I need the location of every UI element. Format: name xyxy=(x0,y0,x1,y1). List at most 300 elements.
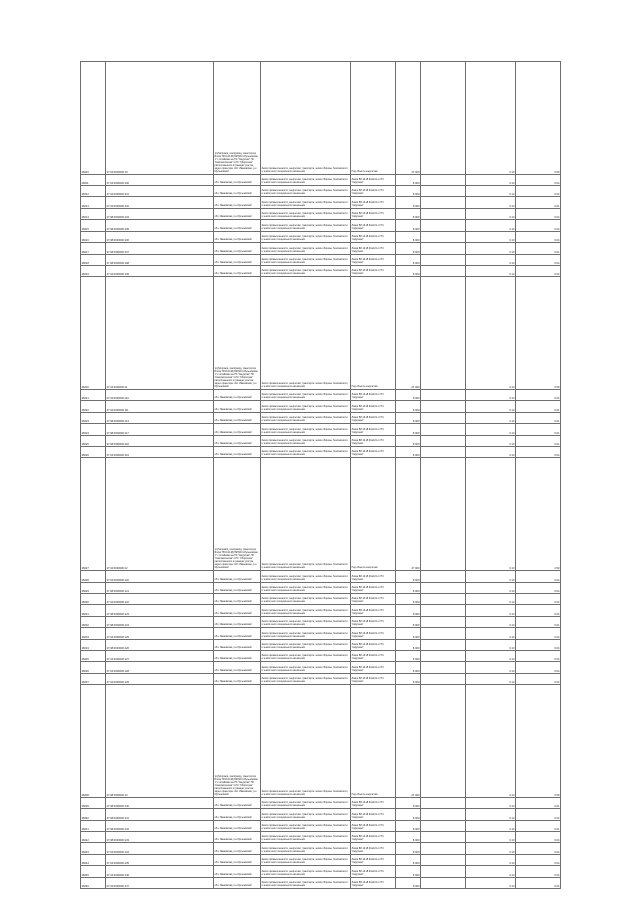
share-cell xyxy=(421,605,466,616)
table-row xyxy=(81,877,561,888)
row-number-cell: 28246 xyxy=(81,877,106,888)
area-cell: 8 000 xyxy=(396,843,421,854)
land-category-cell: Земли промышленности, энергетики, транспорта, земли обороны, безопасности и земли иного специального назначения xyxy=(261,854,351,865)
tax-amount-cell: 0.01 xyxy=(516,820,561,831)
row-number-cell: 28233 xyxy=(81,628,106,639)
cadastral-number-cell: 27:04:0000000:12 xyxy=(106,458,214,571)
tax-amount-cell: 0.04 xyxy=(516,447,561,458)
area-cell: 8 000 xyxy=(396,582,421,593)
tax-amount-cell: 0.04 xyxy=(516,854,561,865)
table-row xyxy=(81,435,561,446)
permitted-use-cell: Под объекты энергетики xyxy=(351,458,396,571)
tax-amount-cell: 0.04 xyxy=(516,650,561,661)
tax-rate-cell: 0.13 xyxy=(466,843,516,854)
share-cell xyxy=(421,628,466,639)
area-cell: 8 000 xyxy=(396,424,421,435)
table-row xyxy=(81,254,561,265)
tax-amount-cell: 0.04 xyxy=(516,390,561,401)
share-cell xyxy=(421,447,466,458)
row-number-cell: 28220 xyxy=(81,277,106,390)
table-row xyxy=(81,650,561,661)
share-cell xyxy=(421,208,466,219)
table-row xyxy=(81,424,561,435)
area-cell: 8 000 xyxy=(396,435,421,446)
row-number-cell: 28240 xyxy=(81,809,106,820)
row-number-cell: 28238 xyxy=(81,685,106,798)
cadastral-number-cell: 27:08:0000000:130 xyxy=(106,797,214,808)
permitted-use-cell: Линия ВЛ-10 кВ Ф№101 от ПС "Амурская" xyxy=(351,174,396,185)
location-cell: обл. Ивановская, р-н Мульновский xyxy=(214,593,261,604)
location-cell: обл. Ивановская, р-н Мульновский xyxy=(214,866,261,877)
tax-amount-cell: 0.04 xyxy=(516,843,561,854)
share-cell xyxy=(421,435,466,446)
cadastral-number-cell: 27:04:0000000:125 xyxy=(106,628,214,639)
row-number-cell: 28235 xyxy=(81,650,106,661)
tax-amount-cell: 2.59 xyxy=(516,62,561,175)
location-cell: обл. Ивановская, р-н Мульновский xyxy=(214,616,261,627)
cadastral-number-cell: 27:08:0000000:123 xyxy=(106,605,214,616)
land-category-cell: Земли промышленности, энергетики, транспорта, земли обороны, безопасности и земли иного специального назначения xyxy=(261,424,351,435)
table-row xyxy=(81,412,561,423)
cadastral-number-cell: 27:04:0000000:109 xyxy=(106,265,214,276)
permitted-use-cell: Линия ВЛ-10 кВ Ф№101 от ПС "Амурская" xyxy=(351,208,396,219)
tax-amount-cell: 0.04 xyxy=(516,832,561,843)
permitted-use-cell: Под объекты энергетики xyxy=(351,277,396,390)
table-row xyxy=(81,220,561,231)
table-row xyxy=(81,639,561,650)
tax-amount-cell: 0.04 xyxy=(516,254,561,265)
permitted-use-cell: Под объекты энергетики xyxy=(351,62,396,175)
row-number-cell: 28227 xyxy=(81,458,106,571)
permitted-use-cell: Линия ВЛ-10 кВ Ф№101 от ПС "Амурская" xyxy=(351,243,396,254)
permitted-use-cell: Линия ВЛ-10 кВ Ф№101 от ПС "Амурская" xyxy=(351,605,396,616)
row-number-cell: 28232 xyxy=(81,616,106,627)
location-cell: обл. Ивановская, р-н Мульновский xyxy=(214,628,261,639)
share-cell xyxy=(421,650,466,661)
share-cell xyxy=(421,390,466,401)
area-cell: 8 000 xyxy=(396,854,421,865)
table-row xyxy=(81,401,561,412)
tax-rate-cell: 0.13 xyxy=(466,458,516,571)
permitted-use-cell: Линия ВЛ-10 кВ Ф№101 от ПС "Амурская" xyxy=(351,628,396,639)
area-cell: 8 000 xyxy=(396,174,421,185)
land-category-cell: Земли промышленности, энергетики, транспорта, земли обороны, безопасности и земли иного специального назначения xyxy=(261,186,351,197)
tax-amount-cell: 0.04 xyxy=(516,231,561,242)
tax-amount-cell: 0.01 xyxy=(516,401,561,412)
table-row xyxy=(81,832,561,843)
tax-rate-cell: 0.13 xyxy=(466,401,516,412)
tax-amount-cell: 0.04 xyxy=(516,186,561,197)
tax-amount-cell: 0.01 xyxy=(516,424,561,435)
tax-amount-cell: 0.04 xyxy=(516,605,561,616)
permitted-use-cell: Линия ВЛ-10 кВ Ф№101 от ПС "Амурская" xyxy=(351,650,396,661)
row-number-cell: 28236 xyxy=(81,662,106,673)
cadastral-number-cell: 27:04:0000000:111 xyxy=(106,401,214,412)
table-row xyxy=(81,390,561,401)
location-cell: обл. Ивановская, р-н Мульновский xyxy=(214,582,261,593)
tax-amount-cell: 2.59 xyxy=(516,685,561,798)
table-row xyxy=(81,854,561,865)
land-category-cell: Земли промышленности, энергетики, транспорта, земли обороны, безопасности и земли иного специального назначения xyxy=(261,685,351,798)
share-cell xyxy=(421,797,466,808)
share-cell xyxy=(421,639,466,650)
tax-rate-cell: 0.13 xyxy=(466,447,516,458)
area-cell: 8 000 xyxy=(396,877,421,888)
share-cell xyxy=(421,174,466,185)
row-number-cell: 28237 xyxy=(81,673,106,684)
tax-amount-cell: 0.04 xyxy=(516,571,561,582)
share-cell xyxy=(421,197,466,208)
tax-amount-cell: 0.01 xyxy=(516,197,561,208)
cadastral-number-cell: 27:08:0000000:133 xyxy=(106,832,214,843)
land-category-cell: Земли промышленности, энергетики, транспорта, земли обороны, безопасности и земли иного специального назначения xyxy=(261,174,351,185)
table-row xyxy=(81,797,561,808)
row-number-cell: 28231 xyxy=(81,605,106,616)
row-number-cell: 28241 xyxy=(81,820,106,831)
tax-rate-cell: 0.13 xyxy=(466,277,516,390)
share-cell xyxy=(421,582,466,593)
permitted-use-cell: Линия ВЛ-10 кВ Ф№101 от ПС "Амурская" xyxy=(351,662,396,673)
permitted-use-cell: Линия ВЛ-10 кВ Ф№101 от ПС "Амурская" xyxy=(351,390,396,401)
location-cell: обл. Ивановская, р-н Мульновский xyxy=(214,197,261,208)
row-number-cell: 28239 xyxy=(81,797,106,808)
permitted-use-cell: Линия ВЛ-10 кВ Ф№101 от ПС "Амурская" xyxy=(351,854,396,865)
permitted-use-cell: Линия ВЛ-10 кВ Ф№101 от ПС "Амурская" xyxy=(351,797,396,808)
permitted-use-cell: Линия ВЛ-10 кВ Ф№101 от ПС "Амурская" xyxy=(351,809,396,820)
location-cell: обл. Ивановская, р-н Мульновский xyxy=(214,650,261,661)
tax-rate-cell: 0.13 xyxy=(466,186,516,197)
tax-rate-cell: 0.13 xyxy=(466,582,516,593)
cadastral-number-cell: 27:04:0000000:134 xyxy=(106,843,214,854)
location-cell: трубопровод, газопровод, транспортер Блоки "ВЛ-110 кВ(ЛЭП)ОС-Мульновская 1" с отпайками на ПС "Амурская" ПС "Комсомольская" и ПС "Сборочная" расположенного в границах участка, адрес ориентира: обл. Ивановская, р-н Мульновский xyxy=(214,458,261,571)
cadastral-number-cell: 27:04:0000000:119 xyxy=(106,447,214,458)
tax-rate-cell: 0.13 xyxy=(466,685,516,798)
area-cell: 8 000 xyxy=(396,593,421,604)
cadastral-number-cell: 27:08:0000000:117 xyxy=(106,424,214,435)
land-category-cell: Земли промышленности, энергетики, транспорта, земли обороны, безопасности и земли иного специального назначения xyxy=(261,390,351,401)
share-cell xyxy=(421,593,466,604)
table-row xyxy=(81,447,561,458)
share-cell xyxy=(421,186,466,197)
row-number-cell: 28221 xyxy=(81,390,106,401)
cadastral-number-cell: 27:08:0000000:118 xyxy=(106,435,214,446)
row-number-cell: 28210 xyxy=(81,62,106,175)
location-cell: обл. Ивановская, р-н Мульновский xyxy=(214,854,261,865)
location-cell: обл. Ивановская, р-н Мульновский xyxy=(214,186,261,197)
row-number-cell: 28219 xyxy=(81,265,106,276)
row-number-cell: 28213 xyxy=(81,197,106,208)
share-cell xyxy=(421,424,466,435)
share-cell xyxy=(421,458,466,571)
permitted-use-cell: Линия ВЛ-10 кВ Ф№101 от ПС "Амурская" xyxy=(351,832,396,843)
share-cell xyxy=(421,877,466,888)
tax-rate-cell: 0.13 xyxy=(466,435,516,446)
area-cell: 8 000 xyxy=(396,571,421,582)
tax-amount-cell: 0.01 xyxy=(516,412,561,423)
land-category-cell: Земли промышленности, энергетики, транспорта, земли обороны, безопасности и земли иного специального назначения xyxy=(261,593,351,604)
permitted-use-cell: Линия ВЛ-10 кВ Ф№101 от ПС "Амурская" xyxy=(351,877,396,888)
row-number-cell: 28225 xyxy=(81,435,106,446)
land-category-cell: Земли промышленности, энергетики, транспорта, земли обороны, безопасности и земли иного специального назначения xyxy=(261,254,351,265)
land-category-cell: Земли промышленности, энергетики, транспорта, земли обороны, безопасности и земли иного специального назначения xyxy=(261,401,351,412)
location-cell: обл. Ивановская, р-н Мульновский xyxy=(214,174,261,185)
location-cell: обл. Ивановская, р-н Мульновский xyxy=(214,662,261,673)
cadastral-number-cell: 27:08:0000000:126 xyxy=(106,639,214,650)
share-cell xyxy=(421,832,466,843)
land-category-cell: Земли промышленности, энергетики, транспорта, земли обороны, безопасности и земли иного специального назначения xyxy=(261,231,351,242)
area-cell: 8 000 xyxy=(396,820,421,831)
row-number-cell: 28242 xyxy=(81,832,106,843)
share-cell xyxy=(421,616,466,627)
row-number-cell: 28216 xyxy=(81,231,106,242)
tax-rate-cell: 0.13 xyxy=(466,231,516,242)
tax-rate-cell: 0.13 xyxy=(466,797,516,808)
table-row xyxy=(81,62,561,175)
land-category-cell: Земли промышленности, энергетики, транспорта, земли обороны, безопасности и земли иного специального назначения xyxy=(261,62,351,175)
cadastral-number-cell: 27:04:0000000:11 xyxy=(106,277,214,390)
cadastral-number-cell: 27:04:0000000:100 xyxy=(106,174,214,185)
table-row xyxy=(81,277,561,390)
tax-amount-cell: 0.01 xyxy=(516,616,561,627)
permitted-use-cell: Линия ВЛ-10 кВ Ф№101 от ПС "Амурская" xyxy=(351,639,396,650)
tax-rate-cell: 0.13 xyxy=(466,628,516,639)
location-cell: обл. Ивановская, р-н Мульновский xyxy=(214,571,261,582)
permitted-use-cell: Линия ВЛ-10 кВ Ф№101 от ПС "Амурская" xyxy=(351,231,396,242)
tax-rate-cell: 0.13 xyxy=(466,390,516,401)
land-category-cell: Земли промышленности, энергетики, транспорта, земли обороны, безопасности и земли иного специального назначения xyxy=(261,616,351,627)
table-row xyxy=(81,571,561,582)
row-number-cell: 28211 xyxy=(81,174,106,185)
cadastral-number-cell: 27:08:0000000:132 xyxy=(106,820,214,831)
land-category-cell: Земли промышленности, энергетики, транспорта, земли обороны, безопасности и земли иного специального назначения xyxy=(261,605,351,616)
land-category-cell: Земли промышленности, энергетики, транспорта, земли обороны, безопасности и земли иного специального назначения xyxy=(261,582,351,593)
cadastral-number-cell: 27:04:0000000:128 xyxy=(106,662,214,673)
area-cell: 8 000 xyxy=(396,412,421,423)
table-row xyxy=(81,843,561,854)
tax-rate-cell: 0.13 xyxy=(466,639,516,650)
row-number-cell: 28222 xyxy=(81,401,106,412)
table-row xyxy=(81,628,561,639)
cadastral-number-cell: 27:04:0000000:135 xyxy=(106,854,214,865)
land-category-cell: Земли промышленности, энергетики, транспорта, земли обороны, безопасности и земли иного специального назначения xyxy=(261,809,351,820)
location-cell: обл. Ивановская, р-н Мульновский xyxy=(214,832,261,843)
land-category-cell: Земли промышленности, энергетики, транспорта, земли обороны, безопасности и земли иного специального назначения xyxy=(261,832,351,843)
table-row xyxy=(81,174,561,185)
location-cell: обл. Ивановская, р-н Мульновский xyxy=(214,424,261,435)
permitted-use-cell: Линия ВЛ-10 кВ Ф№101 от ПС "Амурская" xyxy=(351,820,396,831)
area-cell: 8 000 xyxy=(396,220,421,231)
row-number-cell: 28244 xyxy=(81,854,106,865)
tax-rate-cell: 0.13 xyxy=(466,571,516,582)
location-cell: обл. Ивановская, р-н Мульновский xyxy=(214,843,261,854)
table-row xyxy=(81,197,561,208)
cadastral-number-cell: 27:08:0000000:108 xyxy=(106,254,214,265)
area-cell: 27 000 xyxy=(396,277,421,390)
tax-rate-cell: 0.13 xyxy=(466,832,516,843)
table-row xyxy=(81,582,561,593)
tax-rate-cell: 0.13 xyxy=(466,809,516,820)
share-cell xyxy=(421,843,466,854)
cadastral-number-cell: 27:08:0000000:124 xyxy=(106,616,214,627)
area-cell: 8 000 xyxy=(396,265,421,276)
share-cell xyxy=(421,265,466,276)
land-category-cell: Земли промышленности, энергетики, транспорта, земли обороны, безопасности и земли иного специального назначения xyxy=(261,220,351,231)
share-cell xyxy=(421,866,466,877)
permitted-use-cell: Линия ВЛ-10 кВ Ф№101 от ПС "Амурская" xyxy=(351,843,396,854)
land-category-cell: Земли промышленности, энергетики, транспорта, земли обороны, безопасности и земли иного специального назначения xyxy=(261,662,351,673)
share-cell xyxy=(421,254,466,265)
tax-amount-cell: 0.04 xyxy=(516,877,561,888)
row-number-cell: 28223 xyxy=(81,412,106,423)
tax-amount-cell: 0.04 xyxy=(516,866,561,877)
share-cell xyxy=(421,412,466,423)
area-cell: 27 000 xyxy=(396,62,421,175)
area-cell: 8 000 xyxy=(396,650,421,661)
area-cell: 8 000 xyxy=(396,662,421,673)
tax-rate-cell: 0.13 xyxy=(466,605,516,616)
cadastral-number-cell: 27:04:0000000:129 xyxy=(106,673,214,684)
share-cell xyxy=(421,243,466,254)
permitted-use-cell: Линия ВЛ-10 кВ Ф№101 от ПС "Амурская" xyxy=(351,220,396,231)
location-cell: обл. Ивановская, р-н Мульновский xyxy=(214,208,261,219)
area-cell: 8 000 xyxy=(396,197,421,208)
area-cell: 8 000 xyxy=(396,866,421,877)
permitted-use-cell: Линия ВЛ-10 кВ Ф№101 от ПС "Амурская" xyxy=(351,616,396,627)
area-cell: 8 000 xyxy=(396,673,421,684)
share-cell xyxy=(421,220,466,231)
area-cell: 27 000 xyxy=(396,458,421,571)
location-cell: обл. Ивановская, р-н Мульновский xyxy=(214,797,261,808)
area-cell: 8 000 xyxy=(396,401,421,412)
table-row xyxy=(81,605,561,616)
location-cell: обл. Ивановская, р-н Мульновский xyxy=(214,231,261,242)
table-row xyxy=(81,243,561,254)
area-cell: 8 000 xyxy=(396,447,421,458)
row-number-cell: 28228 xyxy=(81,571,106,582)
tax-rate-cell: 0.13 xyxy=(466,412,516,423)
land-category-cell: Земли промышленности, энергетики, транспорта, земли обороны, безопасности и земли иного специального назначения xyxy=(261,571,351,582)
tax-rate-cell: 0.13 xyxy=(466,820,516,831)
cadastral-number-cell: 27:04:0000000:127 xyxy=(106,650,214,661)
location-cell: трубопровод, газопровод, транспортер Блоки "ВЛ-110 кВ(ЛЭП)ОС-Мульновская 1" с отпайками на ПС "Амурская" ПС "Комсомольская" и ПС "Сборочная" расположенного в границах участка, адрес ориентира: обл. Ивановская, р-н Мульновский xyxy=(214,685,261,798)
location-cell: обл. Ивановская, р-н Мульновский xyxy=(214,401,261,412)
row-number-cell: 28234 xyxy=(81,639,106,650)
tax-amount-cell: 0.01 xyxy=(516,435,561,446)
permitted-use-cell: Линия ВЛ-10 кВ Ф№101 от ПС "Амурская" xyxy=(351,582,396,593)
share-cell xyxy=(421,401,466,412)
area-cell: 27 000 xyxy=(396,685,421,798)
land-category-cell: Земли промышленности, энергетики, транспорта, земли обороны, безопасности и земли иного специального назначения xyxy=(261,435,351,446)
tax-amount-cell: 0.04 xyxy=(516,593,561,604)
area-cell: 8 000 xyxy=(396,639,421,650)
cadastral-number-cell: 27:08:0000000:121 xyxy=(106,582,214,593)
tax-amount-cell: 0.04 xyxy=(516,174,561,185)
location-cell: обл. Ивановская, р-н Мульновский xyxy=(214,254,261,265)
tax-rate-cell: 0.13 xyxy=(466,424,516,435)
land-category-cell: Земли промышленности, энергетики, транспорта, земли обороны, безопасности и земли иного специального назначения xyxy=(261,277,351,390)
permitted-use-cell: Линия ВЛ-10 кВ Ф№101 от ПС "Амурская" xyxy=(351,866,396,877)
tax-amount-cell: 0.04 xyxy=(516,220,561,231)
tax-amount-cell: 0.01 xyxy=(516,797,561,808)
land-category-cell: Земли промышленности, энергетики, транспорта, земли обороны, безопасности и земли иного специального назначения xyxy=(261,673,351,684)
row-number-cell: 28212 xyxy=(81,186,106,197)
row-number-cell: 28215 xyxy=(81,220,106,231)
share-cell xyxy=(421,277,466,390)
tax-rate-cell: 0.13 xyxy=(466,62,516,175)
area-cell: 8 000 xyxy=(396,254,421,265)
share-cell xyxy=(421,231,466,242)
row-number-cell: 28230 xyxy=(81,593,106,604)
table-row xyxy=(81,458,561,571)
tax-amount-cell: 0.04 xyxy=(516,208,561,219)
tax-rate-cell: 0.13 xyxy=(466,243,516,254)
row-number-cell: 28229 xyxy=(81,582,106,593)
tax-rate-cell: 0.13 xyxy=(466,220,516,231)
land-category-cell: Земли промышленности, энергетики, транспорта, земли обороны, безопасности и земли иного специального назначения xyxy=(261,650,351,661)
cadastral-number-cell: 27:08:0000000:105 xyxy=(106,220,214,231)
tax-rate-cell: 0.13 xyxy=(466,593,516,604)
area-cell: 8 000 xyxy=(396,243,421,254)
table-row xyxy=(81,231,561,242)
location-cell: обл. Ивановская, р-н Мульновский xyxy=(214,265,261,276)
tax-amount-cell: 0.04 xyxy=(516,628,561,639)
location-cell: обл. Ивановская, р-н Мульновский xyxy=(214,820,261,831)
share-cell xyxy=(421,673,466,684)
row-number-cell: 28214 xyxy=(81,208,106,219)
table-row xyxy=(81,208,561,219)
location-cell: обл. Ивановская, р-н Мульновский xyxy=(214,390,261,401)
location-cell: обл. Ивановская, р-н Мульновский xyxy=(214,877,261,888)
table-body xyxy=(81,62,561,889)
row-number-cell: 28224 xyxy=(81,424,106,435)
tax-rate-cell: 0.13 xyxy=(466,616,516,627)
table-row xyxy=(81,593,561,604)
cadastral-number-cell: 27:08:0000000:104 xyxy=(106,208,214,219)
table-row xyxy=(81,265,561,276)
land-category-cell: Земли промышленности, энергетики, транспорта, земли обороны, безопасности и земли иного специального назначения xyxy=(261,866,351,877)
table-row xyxy=(81,673,561,684)
area-cell: 8 000 xyxy=(396,628,421,639)
tax-amount-cell: 0.04 xyxy=(516,639,561,650)
tax-rate-cell: 0.13 xyxy=(466,673,516,684)
table-row xyxy=(81,866,561,877)
permitted-use-cell: Линия ВЛ-10 кВ Ф№101 от ПС "Амурская" xyxy=(351,435,396,446)
permitted-use-cell: Линия ВЛ-10 кВ Ф№101 от ПС "Амурская" xyxy=(351,254,396,265)
cadastral-number-cell: 27:04:0000000:102 xyxy=(106,197,214,208)
share-cell xyxy=(421,685,466,798)
tax-rate-cell: 0.13 xyxy=(466,265,516,276)
land-category-cell: Земли промышленности, энергетики, транспорта, земли обороны, безопасности и земли иного специального назначения xyxy=(261,877,351,888)
cadastral-number-cell: 27:04:0000000:101 xyxy=(106,186,214,197)
land-category-cell: Земли промышленности, энергетики, транспорта, земли обороны, безопасности и земли иного специального назначения xyxy=(261,243,351,254)
permitted-use-cell: Линия ВЛ-10 кВ Ф№101 от ПС "Амурская" xyxy=(351,265,396,276)
cadastral-number-cell: 27:04:0000000:122 xyxy=(106,593,214,604)
tax-amount-cell: 0.01 xyxy=(516,243,561,254)
land-category-cell: Земли промышленности, энергетики, транспорта, земли обороны, безопасности и земли иного специального назначения xyxy=(261,797,351,808)
cadastral-number-cell: 27:08:0000000:113 xyxy=(106,412,214,423)
row-number-cell: 28245 xyxy=(81,866,106,877)
tax-rate-cell: 0.13 xyxy=(466,174,516,185)
tax-rate-cell: 0.13 xyxy=(466,650,516,661)
share-cell xyxy=(421,62,466,175)
table-row xyxy=(81,186,561,197)
area-cell: 8 000 xyxy=(396,231,421,242)
tax-rate-cell: 0.13 xyxy=(466,662,516,673)
table-row xyxy=(81,809,561,820)
cadastral-number-cell: 27:04:0000000:110 xyxy=(106,390,214,401)
area-cell: 8 000 xyxy=(396,390,421,401)
cadastral-number-cell: 27:08:0000000:106 xyxy=(106,231,214,242)
